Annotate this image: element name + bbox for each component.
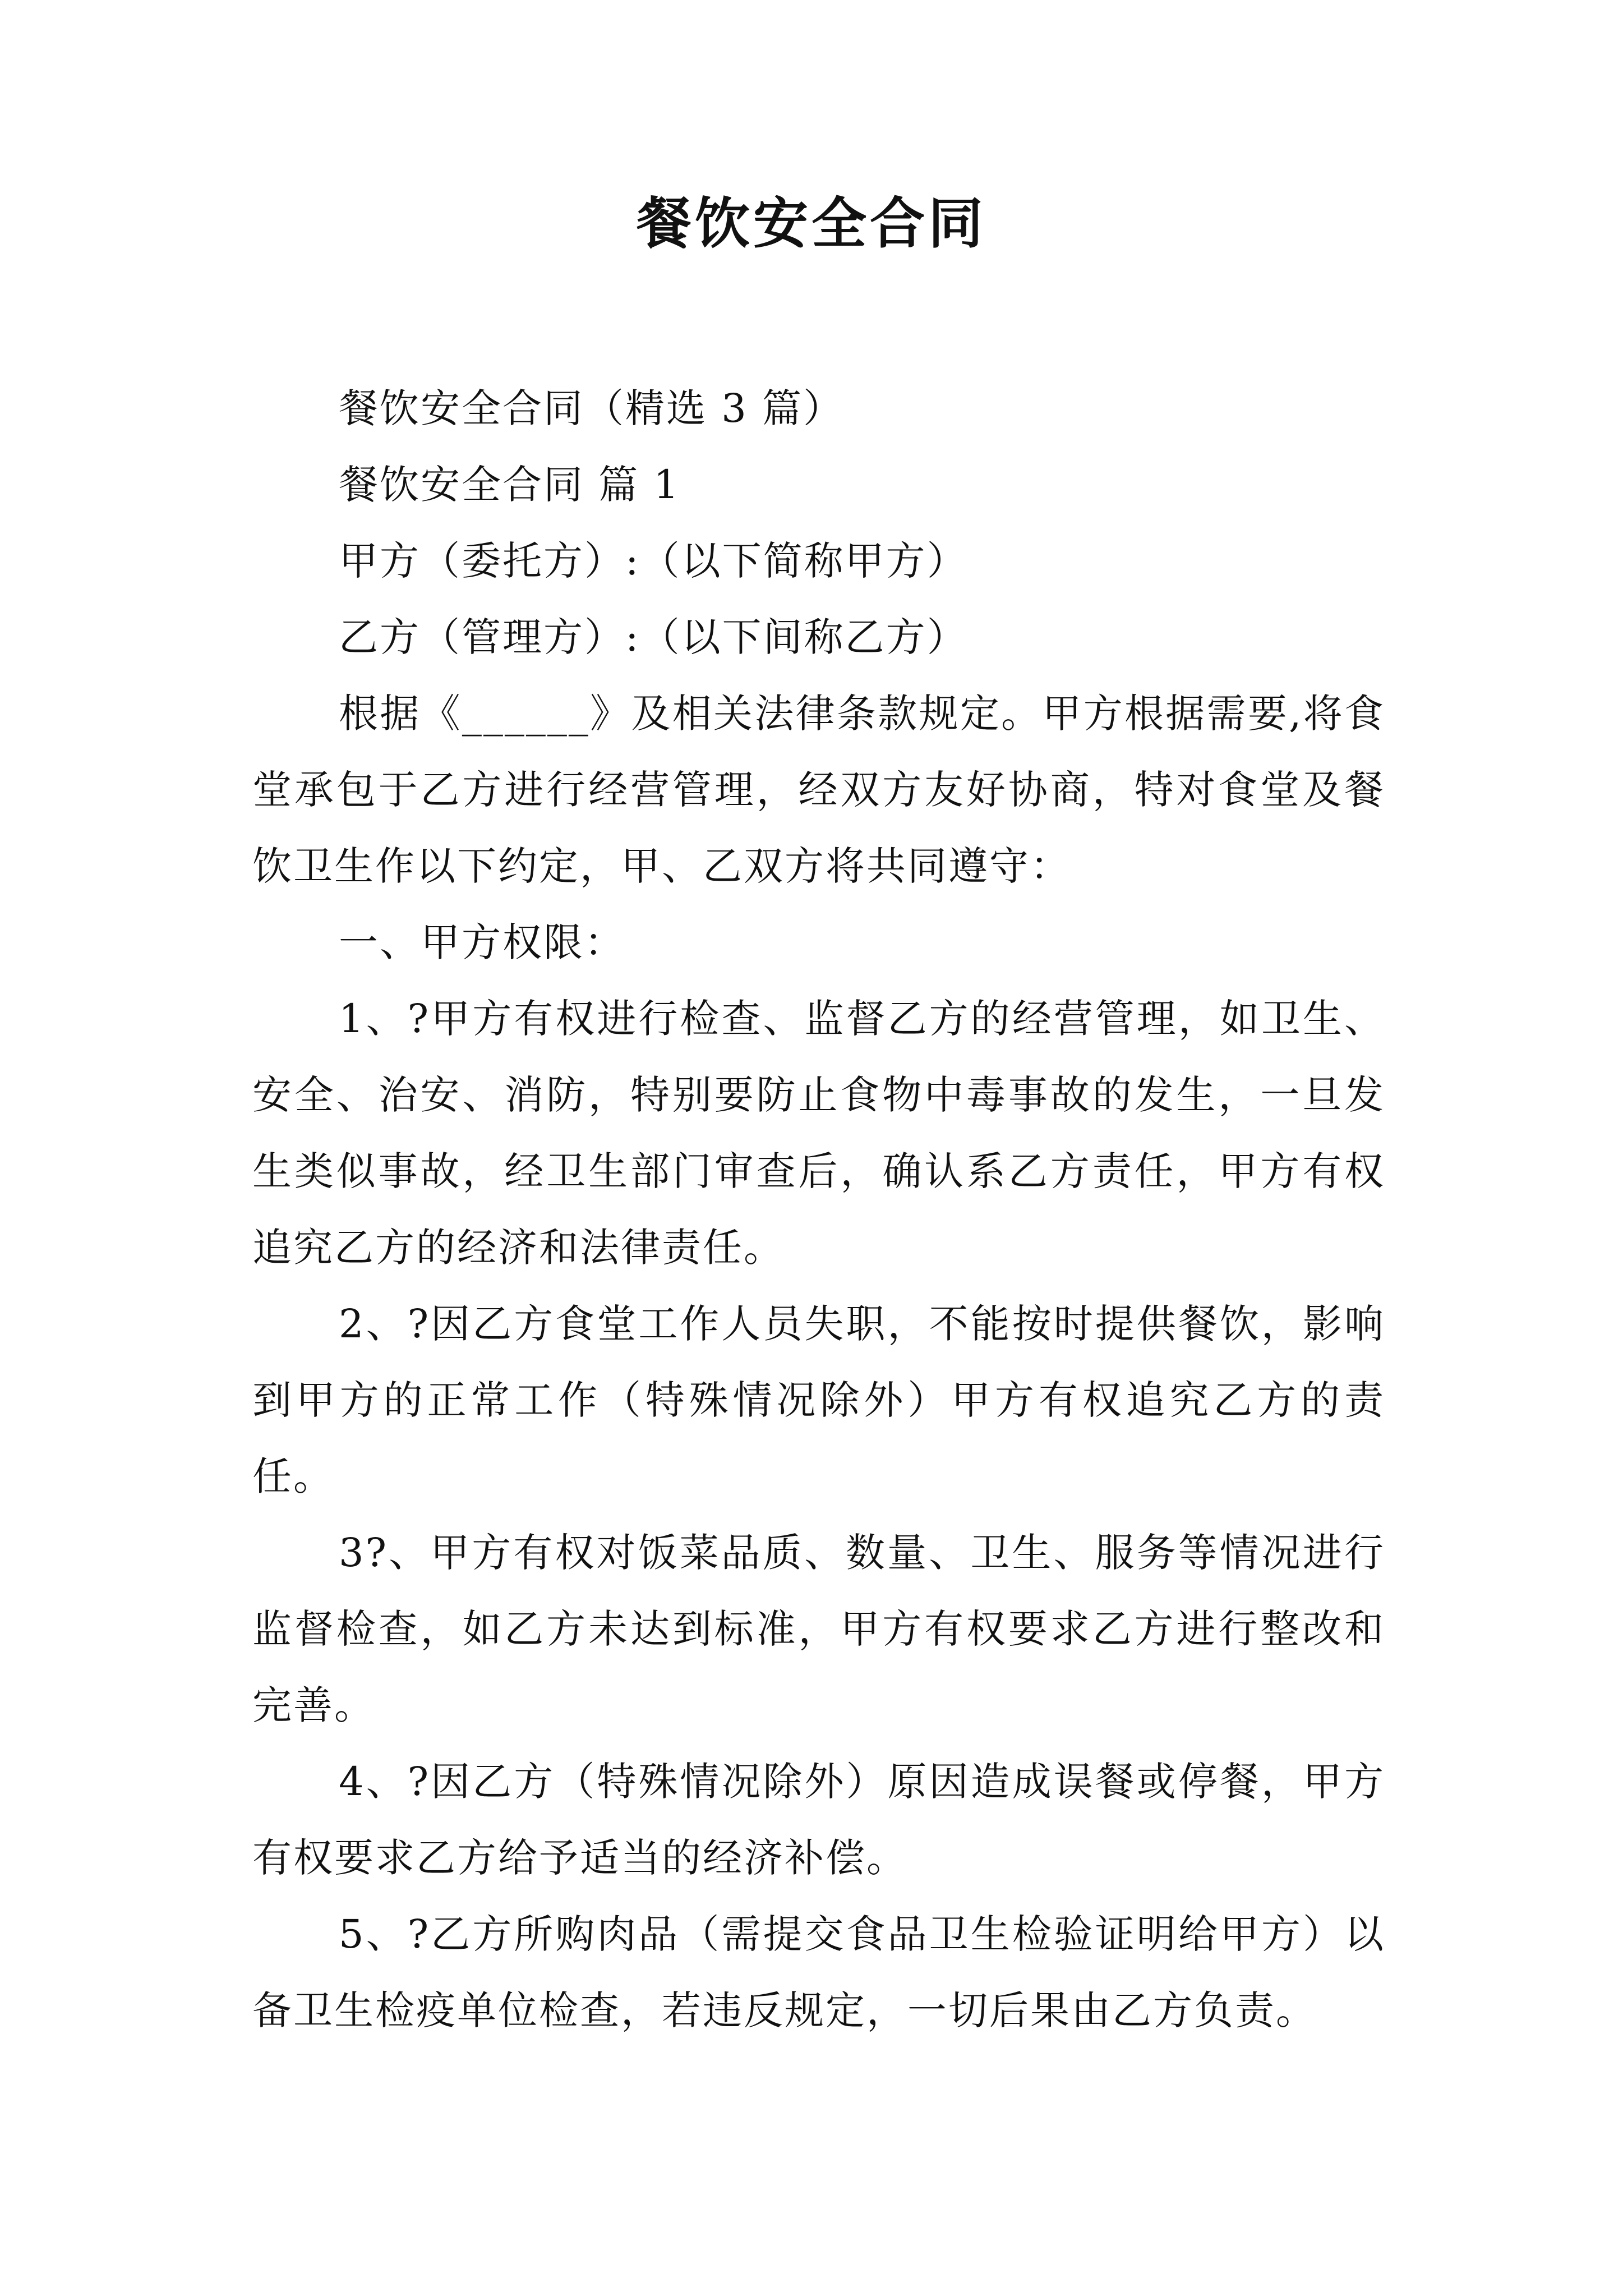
paragraph-clause-4: 4、?因乙方（特殊情况除外）原因造成误餐或停餐，甲方有权要求乙方给予适当的经济补偿。 <box>252 1759 1385 1881</box>
paragraph-party-a: 甲方（委托方）:（以下简称甲方） <box>339 538 968 584</box>
paragraph-clause-heading: 一、甲方权限： <box>339 919 625 965</box>
paragraph-preamble: 根据《______》及相关法律条款规定。甲方根据需要,将食堂承包于乙方进行经营管理，经双方友好协商，特对食堂及餐饮卫生作以下约定，甲、乙双方将共同遵守： <box>252 691 1385 889</box>
paragraph-section-heading: 餐饮安全合同 篇 1 <box>339 462 681 508</box>
paragraph-clause-2: 2、?因乙方食堂工作人员失职，不能按时提供餐饮，影响到甲方的正常工作（特殊情况除外）甲方有权追究乙方的责任。 <box>252 1301 1385 1499</box>
document-title: 餐饮安全合同 <box>636 191 986 256</box>
paragraph-clause-1: 1、?甲方有权进行检查、监督乙方的经营管理，如卫生、安全、治安、消防，特别要防止食物中毒事故的发生，一旦发生类似事故，经卫生部门审查后，确认系乙方责任，甲方有权追究乙方的经济和法律责任。 <box>252 996 1385 1271</box>
paragraph-clause-5: 5、?乙方所购肉品（需提交食品卫生检验证明给甲方）以备卫生检疫单位检查，若违反规定，一切后果由乙方负责。 <box>252 1911 1385 2033</box>
paragraph-subtitle: 餐饮安全合同（精选 3 篇） <box>339 385 845 431</box>
paragraph-clause-3: 3?、甲方有权对饭菜品质、数量、卫生、服务等情况进行监督检查，如乙方未达到标准，甲方有权要求乙方进行整改和完善。 <box>252 1530 1385 1728</box>
paragraph-party-b: 乙方（管理方）:（以下间称乙方） <box>339 614 968 660</box>
document-body <box>252 370 1385 2049</box>
